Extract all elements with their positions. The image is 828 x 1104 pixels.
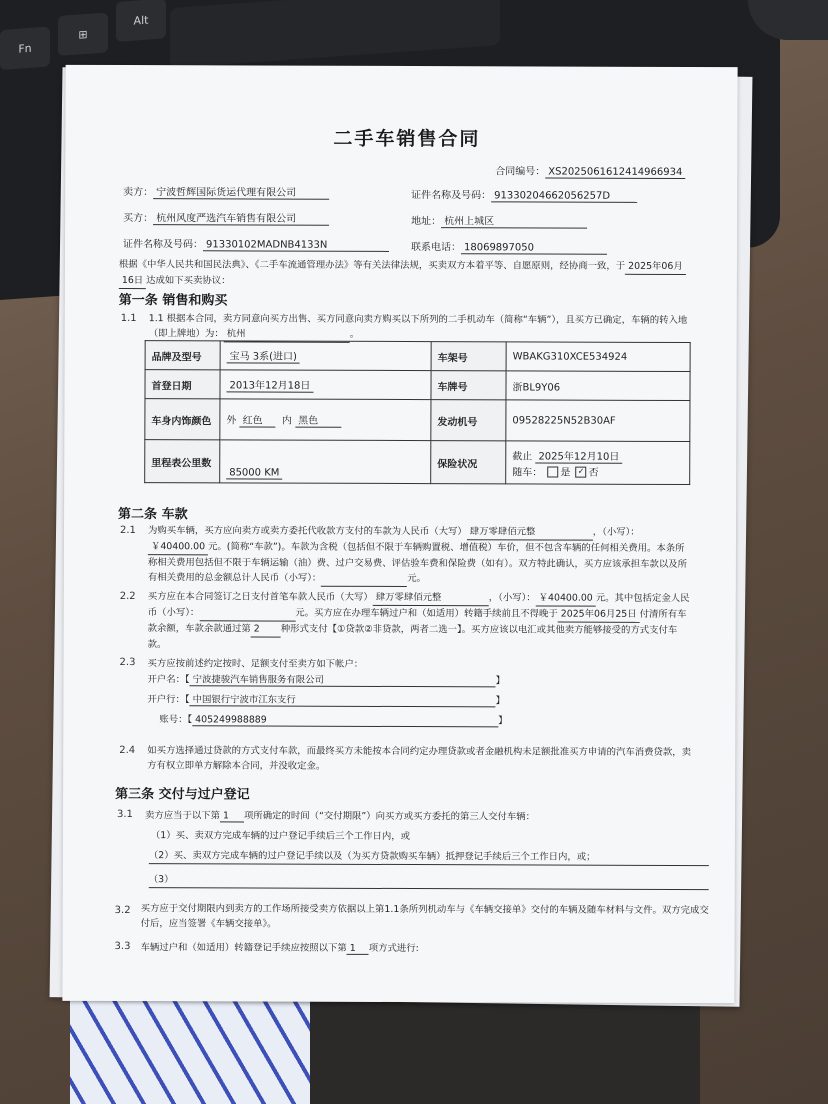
yes-checkbox (547, 467, 558, 478)
clause-2-1-number: 2.1 (119, 525, 136, 537)
clause-3-1-text-a: 卖方应当于以下第 (144, 810, 221, 822)
clause-2-2-text-c: 元。买方应在办理车辆过户和（如适用）转籍手续前且不得晚于 (295, 607, 558, 620)
table-row (145, 370, 690, 401)
no-label: 否 (588, 467, 599, 479)
clause-2-2-date: 2025年06月25日 (558, 607, 640, 623)
engine-label: 发动机号 (431, 400, 506, 441)
interior-color: 黑色 (295, 412, 341, 428)
phone-label: 联系电话： (410, 242, 462, 254)
clause-3-1-item-2: （2）买、卖双方完成车辆的过户登记手续以及（为买方贷款购买车辆）抵押登记手续后三个工作日内，或； (149, 847, 709, 866)
account-name-label: 开户名：【 (147, 674, 190, 686)
contract-number-row (495, 162, 685, 179)
clause-2-4-number: 2.4 (119, 745, 136, 757)
striped-sleeve (70, 990, 310, 1104)
clause-2-2-text-a: 买方应在本合同签订之日支付首笔车款人民币（大写） (147, 591, 373, 603)
preamble-end: 达成如下买卖协议： (146, 275, 231, 287)
vehicle-info-table (144, 340, 690, 485)
account-bank: 中国银行宁波市江东支行 (190, 691, 496, 707)
mileage-value (220, 440, 431, 484)
interior-prefix: 内 (281, 415, 292, 427)
yes-label: 是 (560, 467, 571, 479)
clause-1-1-end: 。 (349, 328, 360, 340)
account-bank-row (147, 691, 505, 707)
clause-2-2-amount-cn: 肆万零肆佰元整 (373, 590, 489, 606)
brand-value (220, 341, 431, 371)
clause-2-1-small: ，（小写）： (592, 526, 640, 538)
reg-date-value (220, 370, 431, 400)
color-value (220, 399, 431, 441)
mileage-text: 85000 KM (226, 467, 282, 479)
clause-3-3-text-a: 车辆过户和（如适用）转籍登记手续应按照以下第 (140, 942, 347, 954)
vin-value: WBAKG310XCE534924 (506, 342, 690, 372)
contract-number: XS2025061612414966934 (545, 167, 685, 179)
clause-2-1-text-c: 元。 (407, 573, 427, 585)
fn-key: Fn (0, 27, 50, 70)
clause-3-1-option: 1 (220, 810, 244, 822)
clause-2-1 (148, 523, 692, 588)
seller-name: 宁波哲辉国际货运代理有限公司 (153, 183, 329, 200)
account-number-label: 账号：【 (159, 714, 193, 726)
contract-number-label: 合同编号： (495, 166, 546, 178)
clause-3-2-number: 3.2 (114, 905, 131, 917)
phone-row (411, 238, 607, 255)
buyer-label: 买方： (123, 213, 154, 225)
article-3-title: 第三条 交付与过户登记 (115, 787, 250, 803)
account-number: 405249988889 (192, 714, 498, 727)
clause-1-1-text: 1.1 根据本合同，卖方同意向买方出售、买方同意向卖方购买以下所列的二手机动车（简称“车辆”），且买方已确定，车辆的转入地 (148, 313, 688, 327)
brand-text: 宝马 3系(进口) (227, 347, 300, 363)
clause-3-3-number: 3.3 (114, 941, 131, 953)
clause-2-1-text-b: 元。(简称“车款”)。车款为含税（包括但不限于车辆购置税、增值税）车价，但不包含车辆的任何相关费用。本条所称相关费用包括但不限于车辆运输（油）费、过户交易费、评估验车费和保险费（如有）。双方特此确认，买方应该承担车款以及所有相关费用的总金额总计人民币（小写）： (147, 541, 687, 584)
clause-2-2-text-d: 付清所有车款余额，车款余款通过第 (147, 608, 687, 635)
address-label: 地址： (411, 216, 442, 228)
table-row (145, 399, 690, 442)
clause-3-1-number: 3.1 (116, 809, 133, 821)
seller-id-row (411, 186, 637, 203)
article-1-title: 第一条 销售和购买 (118, 293, 228, 309)
buyer-id-row (123, 235, 389, 252)
contract-title: 二手车销售合同 (333, 127, 481, 151)
clause-3-1-item-3: （3） (149, 871, 709, 890)
clause-3-1-item-1: （1）买、卖双方完成车辆的过户登记手续后三个工作日内，或 (150, 830, 411, 843)
reg-date-label: 首登日期 (145, 370, 220, 399)
account-number-row (159, 711, 507, 727)
clause-2-2-text-b: 元。其中包括定金人民币（小写）： (147, 592, 690, 619)
account-name: 宁波捷骏汽车销售服务有限公司 (190, 671, 496, 687)
insurance-until-prefix: 截止 (512, 450, 533, 462)
insurance-value (506, 441, 690, 485)
clause-3-1 (145, 807, 535, 823)
clause-1-1-text2: （即上牌地）为： (148, 328, 224, 340)
laptop-spacebar (170, 0, 500, 68)
preamble-text: 根据《中华人民共和国民法典》、《二手车流通管理办法》等有关法律法规，买卖双方本着平等、自愿原则，经协商一致，于 (118, 259, 626, 272)
buyer-id: 91330102MADNB4133N (203, 239, 389, 252)
clause-2-1-text-a: 为购买车辆，买方应向卖方或卖方委托代收款方支付的车款为人民币（大写） (147, 525, 467, 538)
clause-2-2 (148, 589, 692, 654)
clause-3-2-text: 买方应于交付期限内到卖方的工作场所接受卖方依据以上第1.1条所列机动车与《车辆交接单》交付的车辆及随车材料与文件。双方完成交付后，应当签署《车辆交接单》。 (140, 903, 709, 930)
preamble-date-a: 2025年06月 (625, 259, 686, 275)
alt-key: Alt (116, 0, 166, 42)
insurance-label: 保险状况 (431, 441, 506, 484)
account-name-close: 】 (495, 675, 506, 687)
buyer-name: 杭州风度严选汽车销售有限公司 (153, 209, 329, 226)
seller-id-label: 证件名称及号码： (411, 190, 492, 202)
article-2-title: 第二条 车款 (118, 507, 188, 523)
clause-2-3-number: 2.3 (119, 657, 136, 669)
plate-label: 车牌号 (431, 371, 506, 400)
clause-1-1-number: 1.1 (120, 313, 137, 325)
clause-3-3 (141, 939, 419, 955)
clause-1-1 (149, 311, 689, 344)
transfer-location: 杭州 (224, 326, 350, 342)
clause-2-2-amount: ￥40400.00 (536, 590, 596, 606)
account-bank-label: 开户行：【 (147, 694, 190, 706)
buyer-address: 杭州上城区 (441, 212, 587, 229)
plate-value: 浙BL9Y06 (506, 371, 690, 401)
table-row (145, 341, 690, 372)
mileage-label: 里程表公里数 (145, 440, 220, 483)
clause-2-1-amount: ￥40400.00 (148, 539, 208, 555)
seller-id: 91330204662056257D (491, 190, 637, 203)
reg-date-text: 2013年12月18日 (226, 376, 313, 392)
seller-label: 卖方： (123, 187, 154, 199)
clause-2-2-small: ，（小写）： (488, 592, 536, 604)
table-row (145, 440, 690, 485)
insurance-until: 2025年12月10日 (535, 447, 622, 463)
address-row (411, 212, 587, 229)
vin-label: 车架号 (431, 342, 506, 371)
clause-2-2-number: 2.2 (119, 591, 136, 603)
account-number-close: 】 (498, 715, 508, 727)
clause-2-2-method: 2 (251, 621, 281, 637)
buyer-phone: 18069897050 (461, 242, 607, 255)
clause-2-3-text: 买方应按前述约定按时、足额支付至卖方如下帐户： (147, 658, 364, 670)
clause-3-3-text-b: 项方式进行: (368, 942, 419, 955)
brand-label: 品牌及型号 (145, 341, 220, 370)
contract-page (62, 65, 737, 1003)
preamble (119, 257, 689, 291)
buyer-row (123, 209, 329, 226)
no-checkbox-checked-icon: ✓ (576, 467, 587, 478)
clause-2-2-text-e: 种形式支付【①贷款②非贷款，两者二选一】。买方应该以电汇或其他卖方能够接受的方式支付车款。 (147, 623, 678, 651)
preamble-date-b: 16日 (119, 273, 146, 289)
clause-2-1-amount-cn: 肆万零肆佰元整 (467, 524, 593, 540)
account-name-row (147, 671, 505, 687)
windows-key-icon: ⊞ (58, 12, 108, 55)
seller-row (123, 183, 329, 200)
insurance-follow-label: 随车： (512, 466, 543, 478)
color-label: 车身内饰颜色 (145, 399, 220, 440)
clause-2-4-text: 如买方选择通过贷款的方式支付车款，而最终买方未能按本合同约定办理贷款或者金融机构未足额批准买方申请的汽车消费贷款，卖方有权立即单方解除本合同，并没收定金。 (147, 745, 692, 772)
clause-3-1-text-b: 项所确定的时间（“交付期限”）向买方或买方委托的第三人交付车辆： (244, 810, 536, 823)
engine-value: 09528225N52B30AF (506, 400, 690, 442)
exterior-color: 红色 (240, 411, 276, 427)
buyer-id-label: 证件名称及号码： (122, 239, 204, 251)
clause-3-3-option: 1 (347, 943, 369, 955)
account-bank-close: 】 (495, 695, 506, 707)
exterior-prefix: 外 (226, 415, 237, 427)
